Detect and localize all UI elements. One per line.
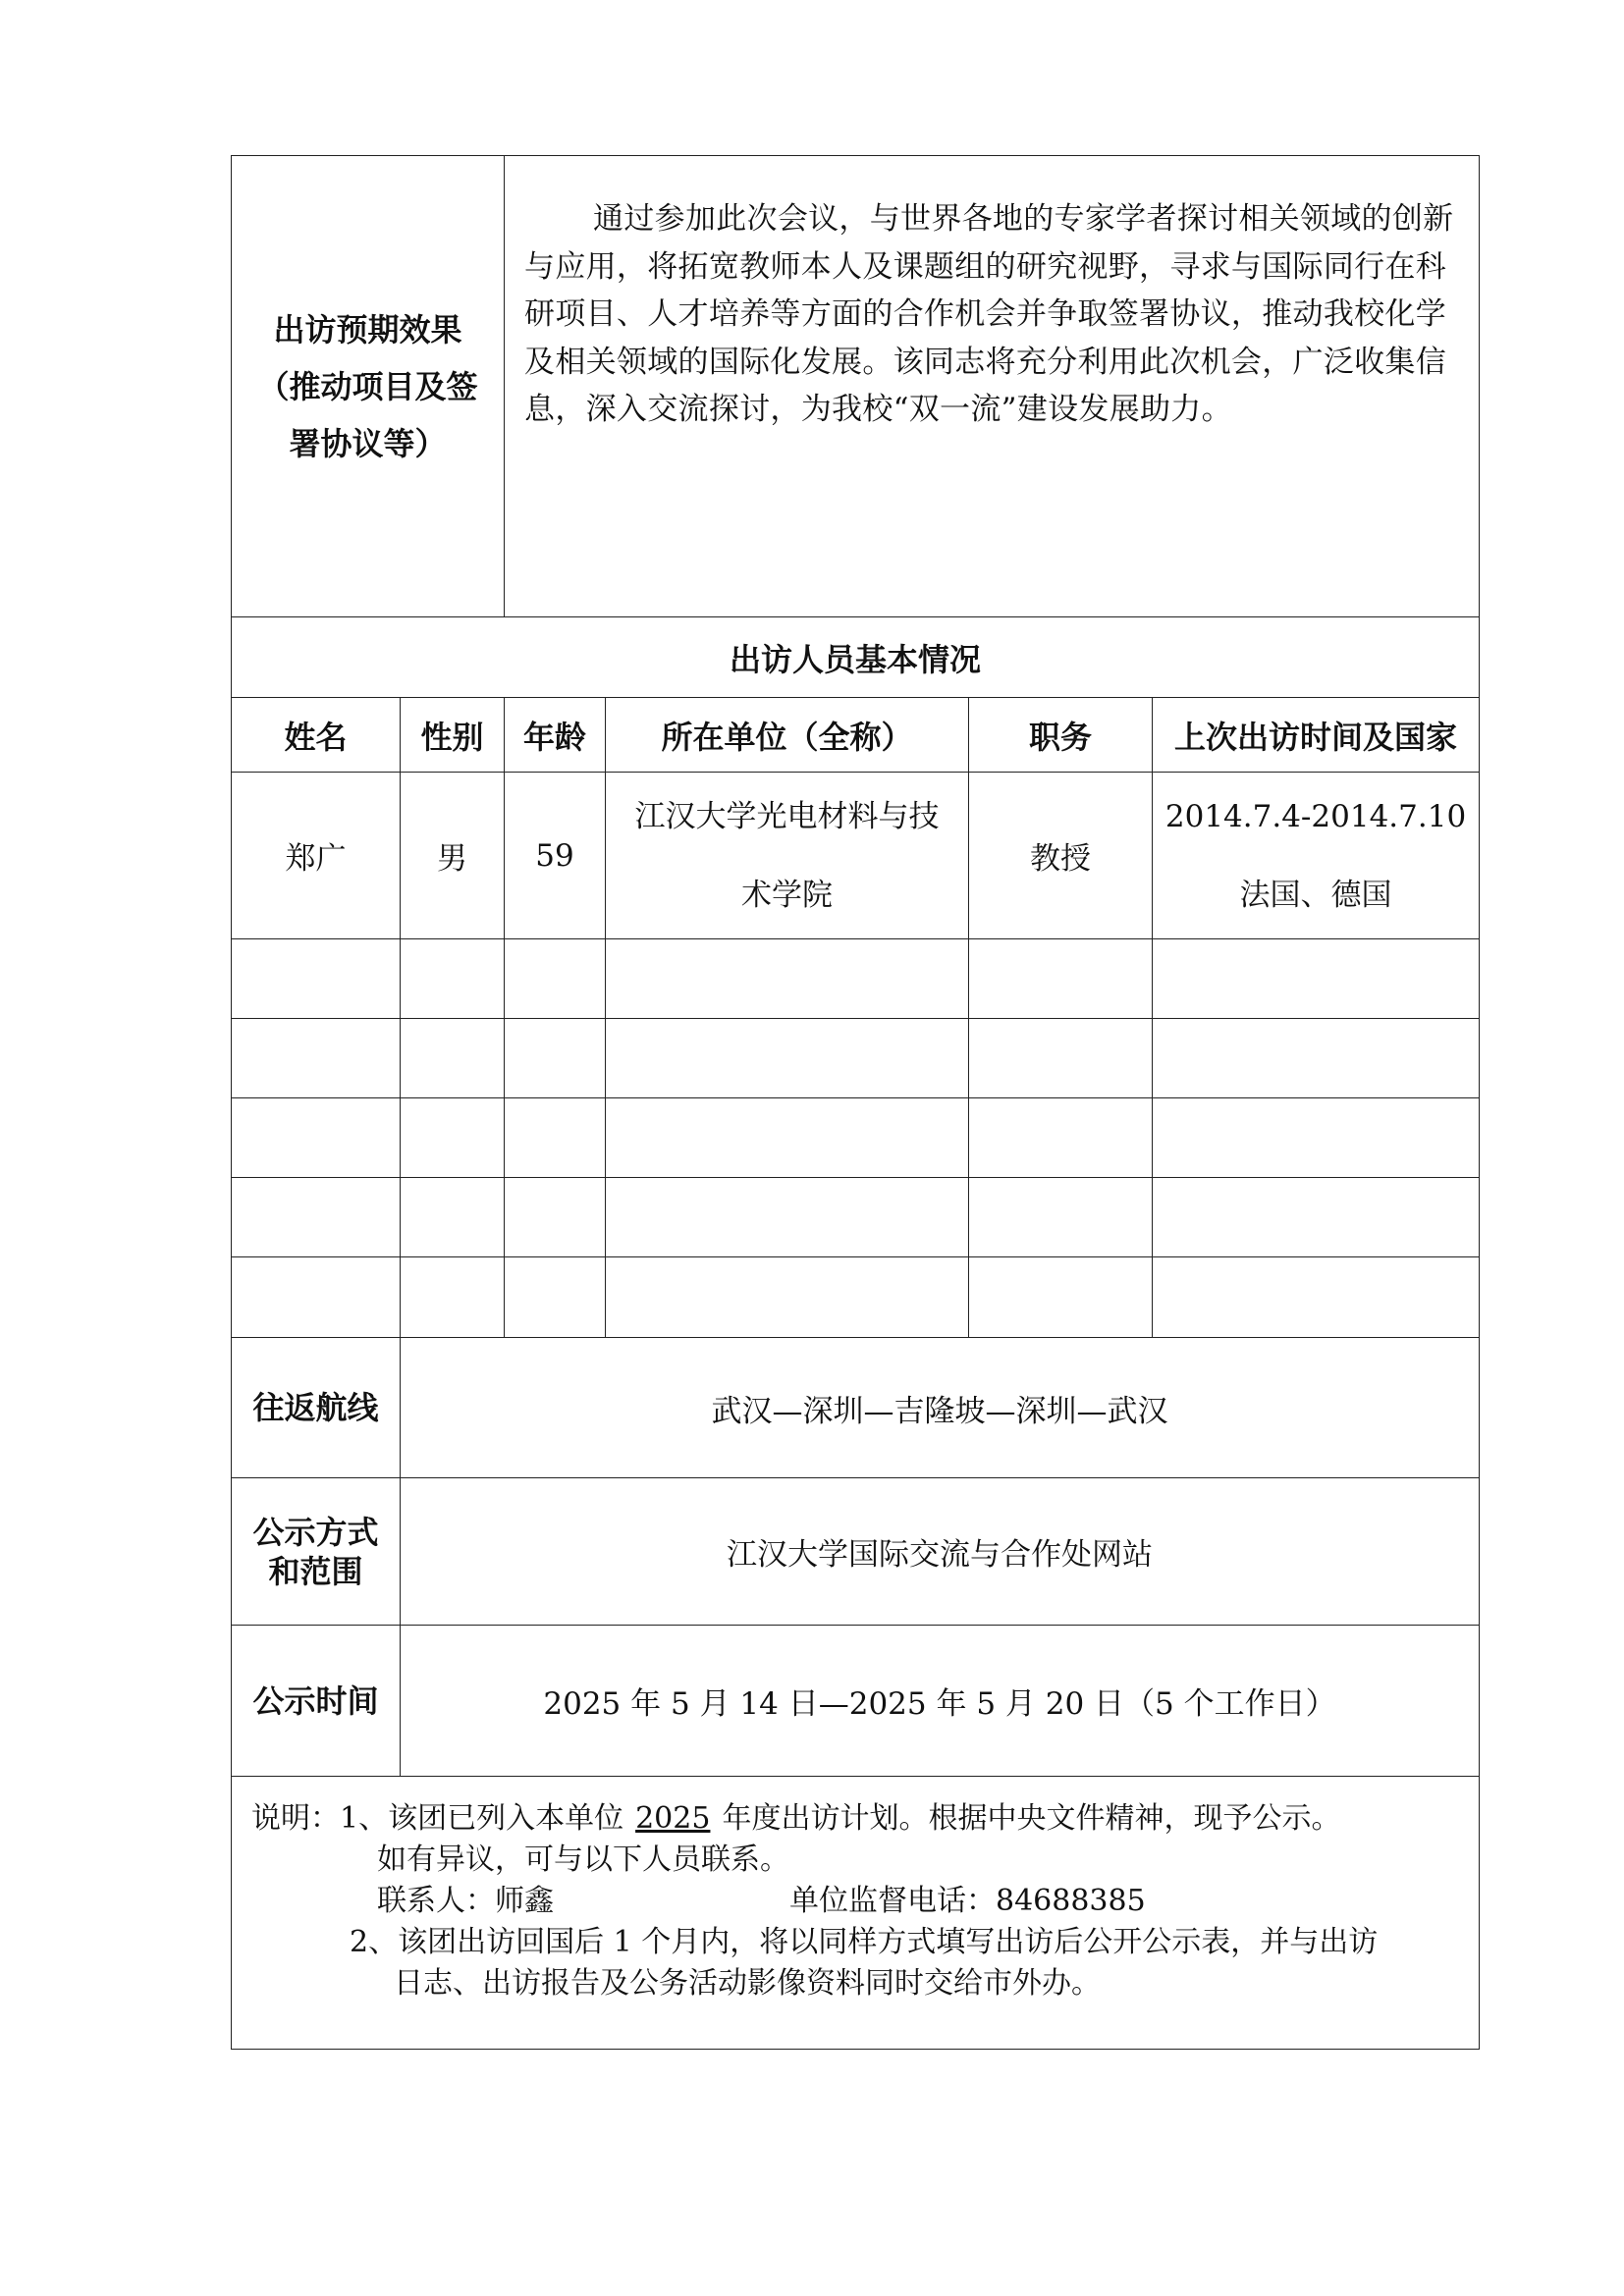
person-last-visit-line: 法国、德国 bbox=[1239, 877, 1392, 913]
publicity-method-label-line: 和范围 bbox=[268, 1552, 363, 1590]
publicity-method-label-line: 公示方式 bbox=[252, 1513, 379, 1551]
header-name: 姓名 bbox=[232, 698, 401, 773]
expected-effect-row bbox=[232, 156, 1480, 617]
notes-line: 日志、出访报告及公务活动影像资料同时交给市外办。 bbox=[394, 1966, 1101, 2001]
header-gender: 性别 bbox=[401, 698, 505, 773]
person-gender: 男 bbox=[401, 773, 505, 939]
route-row bbox=[232, 1338, 1480, 1478]
contact-person: 联系人：师鑫 bbox=[377, 1884, 554, 1918]
notes-row bbox=[232, 1777, 1480, 2050]
publicity-time-label: 公示时间 bbox=[232, 1626, 401, 1777]
person-unit-line: 术学院 bbox=[741, 877, 834, 913]
empty-table-row bbox=[232, 1019, 1480, 1098]
header-age: 年龄 bbox=[505, 698, 606, 773]
notes-prefix: 说明：1、该团已列入本单位 bbox=[251, 1801, 624, 1836]
person-unit bbox=[606, 773, 969, 939]
person-unit-line: 江汉大学光电材料与技 bbox=[634, 798, 940, 834]
notes-contact-line bbox=[251, 1881, 1479, 1922]
header-title: 职务 bbox=[969, 698, 1153, 773]
publicity-method-row bbox=[232, 1478, 1480, 1626]
person-last-visit bbox=[1153, 773, 1480, 939]
header-unit: 所在单位（全称） bbox=[606, 698, 969, 773]
empty-table-row bbox=[232, 1098, 1480, 1178]
plan-year: 2025 bbox=[635, 1801, 711, 1836]
notes-cell bbox=[232, 1777, 1480, 2050]
empty-table-row bbox=[232, 939, 1480, 1019]
notes-line bbox=[251, 1798, 1479, 1840]
publicity-method-value: 江汉大学国际交流与合作处网站 bbox=[401, 1478, 1480, 1626]
person-last-visit-line: 2014.7.4-2014.7.10 bbox=[1164, 798, 1467, 834]
person-name: 郑广 bbox=[232, 773, 401, 939]
header-last-visit: 上次出访时间及国家 bbox=[1153, 698, 1480, 773]
route-label: 往返航线 bbox=[232, 1338, 401, 1478]
empty-table-row bbox=[232, 1257, 1480, 1338]
notes-suffix: 年度出访计划。根据中央文件精神，现予公示。 bbox=[722, 1801, 1341, 1836]
publicity-time-row bbox=[232, 1626, 1480, 1777]
route-value: 武汉—深圳—吉隆坡—深圳—武汉 bbox=[401, 1338, 1480, 1478]
personnel-section-row bbox=[232, 617, 1480, 698]
visit-publicity-table bbox=[231, 155, 1480, 2050]
table-row bbox=[232, 773, 1480, 939]
publicity-time-value: 2025 年 5 月 14 日—2025 年 5 月 20 日（5 个工作日） bbox=[401, 1626, 1480, 1777]
expected-effect-label-line: 署协议等） bbox=[289, 424, 447, 462]
expected-effect-text: 通过参加此次会议，与世界各地的专家学者探讨相关领域的创新与应用，将拓宽教师本人及课题组的研究视野，寻求与国际同行在科研项目、人才培养等方面的合作机会并争取签署协议，推动我校化学及相关领域的国际化发展。该同志将充分利用此次机会，广泛收集信息，深入交流探讨，为我校“双一流”建设发展助力。 bbox=[505, 156, 1480, 617]
personnel-section-title: 出访人员基本情况 bbox=[232, 617, 1480, 698]
supervision-phone: 单位监督电话：84688385 bbox=[789, 1884, 1146, 1918]
publicity-method-label bbox=[232, 1478, 401, 1626]
notes-line: 如有异议，可与以下人员联系。 bbox=[377, 1842, 789, 1877]
person-title: 教授 bbox=[969, 773, 1153, 939]
notes-line: 2、该团出访回国后 1 个月内，将以同样方式填写出访后公开公示表，并与出访 bbox=[350, 1925, 1379, 1959]
expected-effect-label-line: （推动项目及签 bbox=[257, 367, 478, 405]
empty-table-row bbox=[232, 1178, 1480, 1257]
expected-effect-label-line: 出访预期效果 bbox=[273, 310, 462, 348]
expected-effect-label bbox=[232, 156, 505, 617]
person-age: 59 bbox=[505, 773, 606, 939]
personnel-header-row bbox=[232, 698, 1480, 773]
